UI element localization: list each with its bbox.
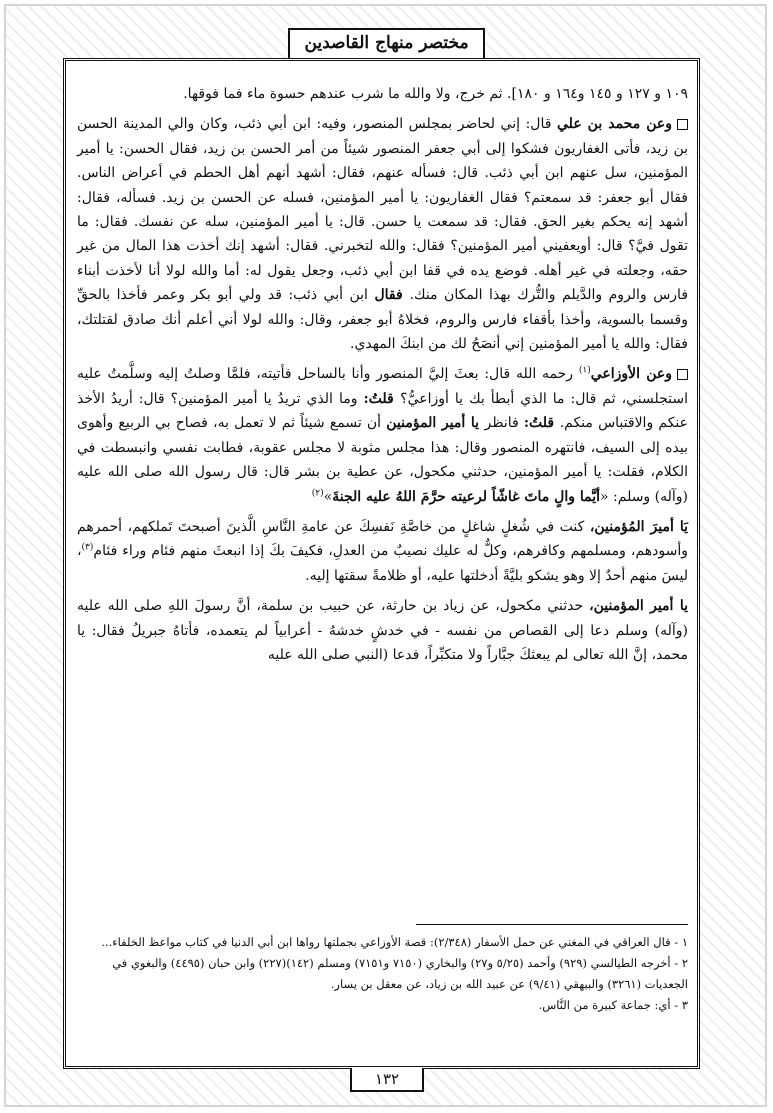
paragraph-4-text: كنت في شُغلٍ شاغلٍ من خاصَّةِ نَفسِكَ عن عامةِ النَّاسِ الَّذينَ أصبحتَ تَملكهم، أحمرهم وأسودهم، ومسلمهم وكافرهم، وكلٌّ له عليك نصيبٌ من العدلِ، فكيفَ بكَ إذا انبعثَ منهم فئام وراء فئام xyxy=(77,518,688,560)
page-number: ١٣٢ xyxy=(374,1070,400,1088)
book-title: مختصر منهاج القاصدين xyxy=(304,33,469,53)
book-title-header xyxy=(288,28,485,58)
quote-close: » xyxy=(323,488,333,505)
paragraph-3-lead: وعن الأوزاعي xyxy=(590,366,672,383)
paragraph-5-text: حدثني مكحول، عن زياد بن حارثة، عن حبيب بن سلمة، أنَّ رسولَ اللهِ صلى الله عليه (وآله) وسلم دعا إلى القصاص من نفسه - في خدشٍ خدشهُ - أعرابياً لم يتعمده، فأتاهُ جبريلُ فقال: يا محمد، إنَّ الله تعالى لم يبعثكَ جبَّاراً ولا متكبِّراً، فدعا (النبي صلى الله عليه xyxy=(77,598,688,663)
footnote-separator xyxy=(416,924,688,925)
paragraph-1-text: ١٠٩ و ١٢٧ و ١٤٥ و١٦٤ و ١٨٠]. ثم خرج، ولا والله ما شرب عندهم حسوة ماء فما فوقها. xyxy=(183,86,688,102)
footnote-ref-1: (١) xyxy=(578,365,591,376)
paragraph-4-bold: يَا أميرَ المُؤمنين، xyxy=(589,518,688,535)
hadith-quote: أيَّما والٍ ماتَ غاشّاً لرعيته حرَّمَ اللهُ عليه الجنةَ xyxy=(332,488,601,505)
square-bullet-icon xyxy=(677,119,688,130)
paragraph-1 xyxy=(77,82,688,106)
footnote-2: ٢ - أخرجه الطيالسي (٩٢٩) وأحمد (٥/٢٥ و٢٧) والبخاري (٧١٥٠ و٧١٥١) ومسلم (١٤٢)(٢٢٧) وابن حبان (٤٤٩٥) والبغوي في الجعديات (٣٢٦١) والبيهقي (٩/٤١) عن عبيد الله بن زياد، عن معقل بن يسار. xyxy=(112,956,688,991)
paragraph-4 xyxy=(77,515,688,588)
paragraph-3-text-d: أن تسمع شيئاً ثم لا تعمل به، فصاح بي الربيع وأهوى بيده إلى السيف، فانتهره المنصور وقال: هذا مجلس مثوبة لا مجلس عقوبة، فطابت نفسي وانبسطت في الكلام، فقلت: يا أمير المؤمنين، حدثني مكحول، عن عطية بن بشر قال: قال رسول الله صلى الله عليه (وآله) وسلم: « xyxy=(77,415,688,505)
paragraph-2-lead: وعن محمد بن علي xyxy=(557,116,672,133)
paragraph-3 xyxy=(77,362,688,508)
footnote-3: ٣ - أي: جماعة كبيرة من النَّاس. xyxy=(538,998,688,1012)
page-number-box xyxy=(350,1068,424,1092)
paragraph-3-text-a: رحمه الله قال: بعثَ إليَّ المنصور وأنا بالساحل فأتيته، فلمَّا وصلتُ إليه وسلَّمتُ عليه استجلسني، ثم قال: ما الذي أبطأ بك يا أوزاعيُّ؟ xyxy=(77,366,688,407)
main-text xyxy=(77,82,688,673)
paragraph-3-bold-2: قلتُ: xyxy=(523,415,560,432)
paragraph-2-text: قال: إني لحاضر بمجلس المنصور، وفيه: ابن أبي ذئب، وكان والي المدينة الحسن بن زيد، فأتى الغفاريون فشكوا إلى أبي جعفر المنصور شيئاً من أمر الحسن بن زيد، فقال الحسن: يا أمير المؤمنين، سل عنهم ابن أبي ذئب. قال: فسأله عنهم، فقال: أشهد أنهم أهل الحطم في أعراض الناس. فقال أبو جعفر: قد سمعتم؟ فقال الغفاريون: يا أمير المؤمنين، فسله عن الحسن بن زيد. فسأله، فقال: أشهد إنه يحكم بغير الحق. فقال: قد سمعت يا حسن. قال: يا أمير المؤمنين، سله عن نفسك. فقال: ما تقول فيَّ؟ قال: أويعفيني أمير المؤمنين؟ فقال: والله لتخبرني. فقال: أشهد إنك أخذت هذا المال من غير حقه، وجعلته في غير أهله. فوضع يده في قفا ابن أبي ذئب، وجعل يقول له: أما والله لولا أنا لأخذت أبناء فارس والروم والدَّيلم والتُّرك بهذا المكان منك. xyxy=(77,116,689,304)
paragraph-5 xyxy=(77,594,688,667)
paragraph-2-tail: ابن أبي ذئب: قد ولي أبو بكر وعمر فأخذا بالحقِّ وقسما بالسوية، وأخذا بأقفاء فارس والروم، فخلاهُ أبو جعفر، وقال: والله لولا أني أعلم أنك صادق لقتلتك، فقال: والله يا أمير المؤمنين إني أنصَحُ لك من ابنكَ المهدي. xyxy=(77,287,688,353)
paragraph-2 xyxy=(77,112,688,356)
paragraph-3-bold-3: يا أمير المؤمنين xyxy=(386,415,485,432)
paragraph-2-bold: فقال xyxy=(374,287,410,304)
footnote-ref-3: (٣) xyxy=(81,542,94,553)
square-bullet-icon xyxy=(677,369,688,380)
paragraph-3-text-b: وما الذي تريدُ يا أمير المؤمنين؟ قال: أريدُ الأخذ عنكم والاقتباس منكم. xyxy=(77,390,689,432)
paragraph-5-bold: يا أمير المؤمنين، xyxy=(589,598,688,615)
paragraph-3-bold-1: قلتُ: xyxy=(363,390,401,407)
footnote-list xyxy=(77,932,688,1016)
footnote-1: ١ - قال العراقي في المغني عن حمل الأسفار (٢/٣٤٨): قصة الأوزاعي بجملتها رواها ابن أبي الدنيا في كتاب مواعظ الخلفاء... xyxy=(101,935,688,949)
paragraph-3-text-c: فانظر xyxy=(484,415,524,432)
footnote-ref-2: (٢) xyxy=(311,487,324,498)
paragraph-4-tail: ، ليسَ منهم أحدٌ إلا وهو يشكو بليَّةً أدخلتها عليه، أو ظلامةً سقتها إليه. xyxy=(77,543,688,584)
